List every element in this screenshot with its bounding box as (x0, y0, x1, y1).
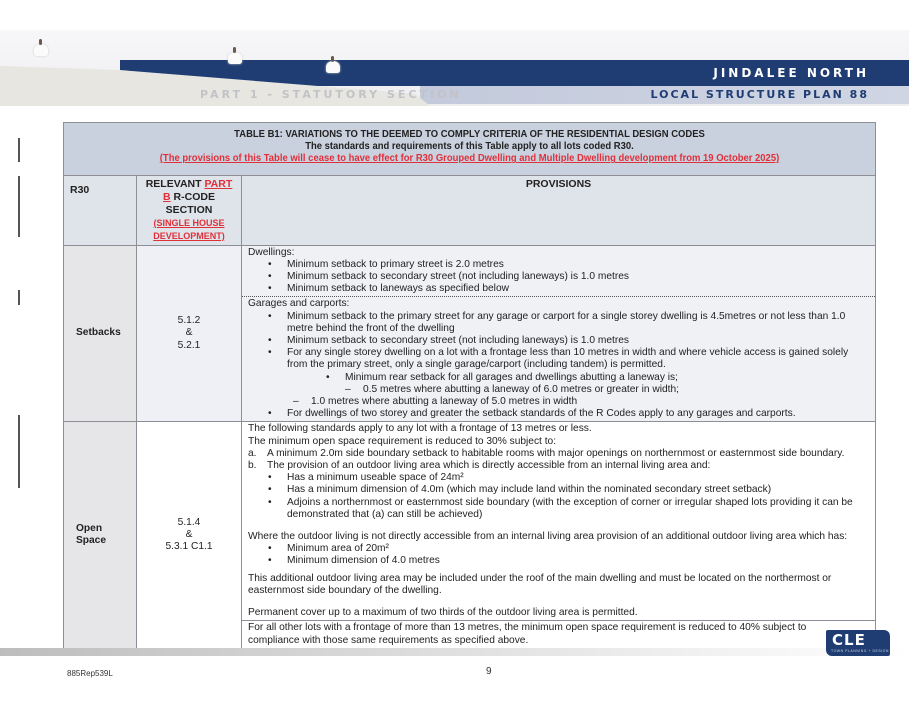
list-item: b. The provision of an outdoor living area which is directly accessible from an internal living area and: (248, 460, 711, 472)
list-item: • Minimum rear setback for all garages and dwellings abutting a laneway is; (326, 372, 869, 384)
list-item: a. A minimum 2.0m side boundary setback to habitable rooms with major openings on northernmost or easternmost side boundary. (248, 447, 845, 459)
footer-shadow (0, 648, 909, 656)
list-item: • Minimum setback to secondary street (not including laneways) is 1.0 metres (268, 335, 869, 347)
seagull-icon (326, 61, 340, 73)
variations-table (63, 122, 876, 649)
open-space-provisions: The following standards apply to any lot with a frontage of 13 metres or less. The minimum open space requirement is reduced to 30% subject to: a. A minimum 2.0m side boundary setback to habitable rooms with major openings on northernmost or easternmost side boundary. b. The provision of an outdoor living area which is directly accessible from an internal living area and: • Has a minimum useable space of 24m² • Has a minimum dimension of 4.0m (which may include land within the nominated secondary street setback) • Adjoins a northernmost or easternmost side boundary (with the exception of corner or irregular shaped lots providing it can be demonstrated that (a) can still be achieved) Where the outdoor living is not directly accessible from an internal living area provision of an additional outdoor living area which has: • Minimum area of 20m² • Minimum dimension of 4.0 metres This additional outdoor living area may be included under the roof of the main dwelling and must be located on the northermost or easternmost side boundary of the dwelling. Permanent cover up to a maximum of two thirds of the outdoor living area is permitted. (242, 422, 876, 621)
row-category: Open Space (64, 422, 137, 648)
list-item: • Minimum setback to the primary street for any garage or carport for a single storey dwelling is 4.5metres or not less than 1.0 metre behind the front of the dwelling (268, 311, 869, 335)
seagull-icon (34, 44, 48, 56)
header-rcode-section: RELEVANT PART B R-CODE SECTION (SINGLE HOUSE DEVELOPMENT) (137, 175, 242, 245)
other-lots-provision: For all other lots with a frontage of more than 13 metres, the minimum open space requirement is reduced to 40% subject to compliance with those same requirements as specified above. (242, 621, 876, 648)
table-notice: (The provisions of this Table will cease to have effect for R30 Grouped Dwelling and Multiple Dwelling development from 19 October 2025) (159, 152, 780, 165)
row-section: 5.1.2 & 5.2.1 (137, 245, 242, 422)
change-bar (18, 290, 20, 305)
seagull-icon (228, 52, 242, 64)
red-part-text: PART (204, 177, 233, 190)
header-provisions: PROVISIONS (242, 175, 876, 245)
row-section: 5.1.4 & 5.3.1 C1.1 (137, 422, 242, 648)
document-reference: 885Rep539L (67, 669, 113, 678)
list-item: • Minimum setback to primary street is 2.0 metres (268, 259, 869, 271)
table-row-setbacks (64, 245, 876, 297)
change-bar (18, 176, 20, 237)
page-banner (0, 30, 909, 106)
cle-logo: CLE TOWN PLANNING + DESIGN (826, 630, 890, 656)
list-item: • For any single storey dwelling on a lot with a frontage less than 10 metres in width and where vehicle access is gained solely from the primary street, only a single garage/carport (including tandem) is permitted. (268, 347, 869, 371)
list-item: • Minimum area of 20m² (268, 543, 869, 555)
dash-item: – 1.0 metres where abutting a laneway of 5.0 metres in width (293, 396, 578, 408)
list-item: • Minimum setback to laneways as specified below (268, 283, 869, 295)
banner-title: JINDALEE NORTH (713, 66, 869, 80)
table-subtitle: The standards and requirements of this Table apply to all lots coded R30. (305, 140, 634, 153)
garages-provisions: Garages and carports: • Minimum setback to the primary street for any garage or carport for a single storey dwelling is 4.5metres or not less than 1.0 metre behind the front of the dwelling • Minimum setback to secondary street (not including laneways) is 1.0 metres • For any single storey dwelling on a lot with a frontage less than 10 metres in width and where vehicle access is gained solely from the primary street, only a single garage/carport (including tandem) is permitted. • Minimum rear setback for all garages and dwellings abutting a laneway is; – 0.5 metres where abutting a laneway of 6.0 metres or greater in width; – 1.0 metres where abutting a laneway of 5.0 metres in width • For dwellings of two storey and greater the setback standards of the R Codes apply to any garages and carports. (242, 297, 876, 422)
list-item: • Minimum dimension of 4.0 metres (268, 555, 869, 567)
list-item: • Adjoins a northernmost or easternmost side boundary (with the exception of corner or irregular shaped lots providing it can be demonstrated that (a) can still be achieved) (268, 497, 869, 521)
table-header-row (64, 175, 876, 245)
table-title: TABLE B1: VARIATIONS TO THE DEEMED TO COMPLY CRITERIA OF THE RESIDENTIAL DESIGN CODES (234, 128, 705, 140)
list-item: • Minimum setback to secondary street (not including laneways) is 1.0 metres (268, 271, 869, 283)
list-item: • Has a minimum dimension of 4.0m (which may include land within the nominated secondary street setback) (268, 484, 869, 496)
dash-item: – 0.5 metres where abutting a laneway of 6.0 metres or greater in width; (345, 383, 679, 395)
table-title-cell (64, 123, 876, 176)
dwellings-provisions: Dwellings: • Minimum setback to primary street is 2.0 metres • Minimum setback to secondary street (not including laneways) is 1.0 metres • Minimum setback to laneways as specified below (242, 245, 876, 297)
change-bar (18, 415, 20, 488)
list-item: • Has a minimum useable space of 24m² (268, 472, 869, 484)
table-row-open-space (64, 422, 876, 621)
row-category: Setbacks (64, 245, 137, 422)
page-number: 9 (486, 666, 492, 677)
list-item: • For dwellings of two storey and greater the setback standards of the R Codes apply to any garages and carports. (268, 408, 869, 420)
banner-subtitle: LOCAL STRUCTURE PLAN 88 (650, 88, 869, 101)
change-bar (18, 138, 20, 162)
banner-section-label: PART 1 - STATUTORY SECTION (200, 88, 462, 101)
header-r30: R30 (64, 175, 137, 245)
